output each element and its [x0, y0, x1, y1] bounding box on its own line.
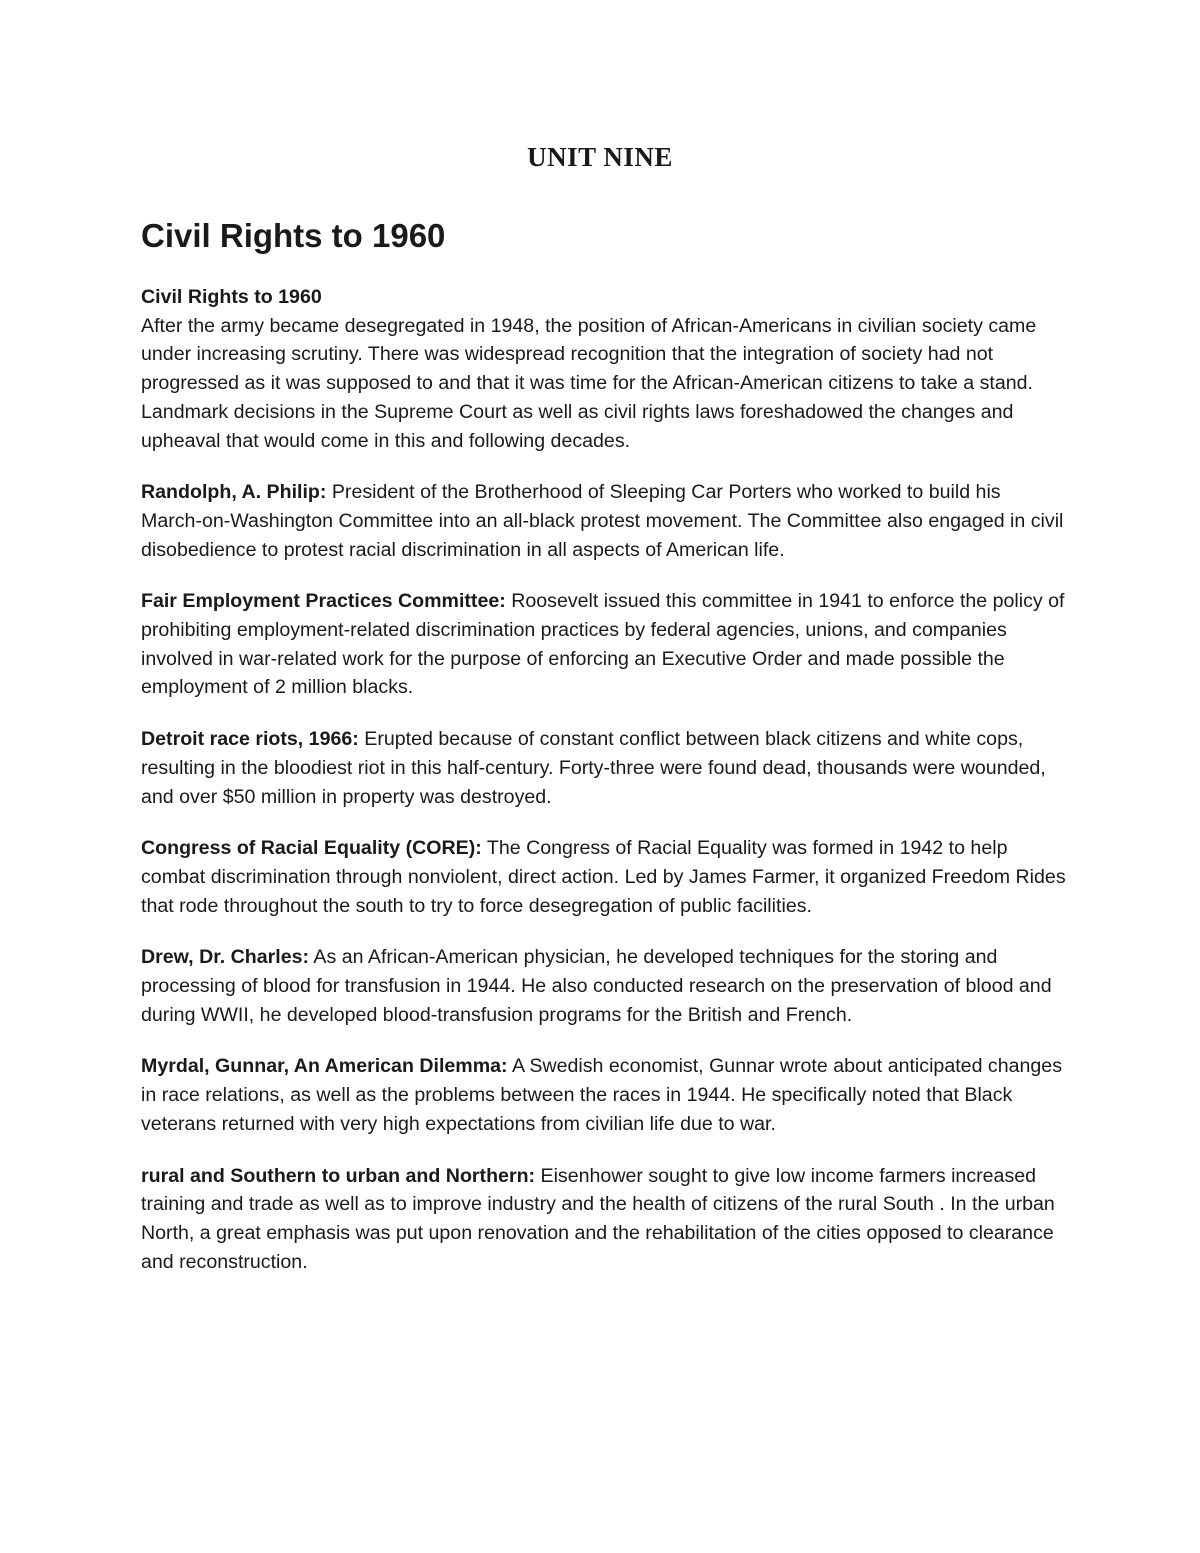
glossary-term: rural and Southern to urban and Northern: [141, 1164, 536, 1187]
glossary-term: Detroit race riots, 1966: [141, 728, 359, 751]
unit-title: UNIT NINE [527, 142, 673, 172]
glossary-term: Congress of Racial Equality (CORE): [141, 837, 482, 860]
glossary-definition: As an African-American physician, he developed techniques for the storing and processing of blood for transfusion in 1944. He also conducted research on the preservation of blood and during WWII, he developed blood-transfusion programs for the British and French. [141, 946, 1052, 1026]
glossary-definition: The Congress of Racial Equality was formed in 1942 to help combat discrimination through nonviolent, direct action. Led by James Farmer, it organized Freedom Rides that rode throughout the south to try to force desegregation of public facilities. [141, 837, 1066, 917]
glossary-entry [141, 943, 1066, 1029]
glossary-definition: A Swedish economist, Gunnar wrote about anticipated changes in race relations, as well as the problems between the races in 1944. He specifically noted that Black veterans returned with very high expectations from civilian life due to war. [141, 1055, 1062, 1135]
glossary-entry [141, 725, 1066, 811]
glossary-term: Myrdal, Gunnar, An American Dilemma: [141, 1055, 508, 1078]
glossary-definition: President of the Brotherhood of Sleeping Car Porters who worked to build his March-on-Washington Committee into an all-black protest movement. The Committee also engaged in civil disobedience to protest racial discrimination in all aspects of American life. [141, 481, 1064, 561]
glossary-definition: Roosevelt issued this committee in 1941 to enforce the policy of prohibiting employment-related discrimination practices by federal agencies, unions, and companies involved in war-related work for the purpose of enforcing an Executive Order and made possible the employment of 2 million blacks. [141, 590, 1065, 699]
glossary-entry [141, 1162, 1066, 1277]
intro-text: After the army became desegregated in 1948, the position of African-Americans in civilian society came under increasing scrutiny. There was widespread recognition that the integration of society had not progressed as it was supposed to and that it was time for the African-American citizens to take a stand. Landmark decisions in the Supreme Court as well as civil rights laws foreshadowed the changes and upheaval that would come in this and following decades. [141, 314, 1037, 452]
main-heading: Civil Rights to 1960 [141, 217, 446, 254]
glossary-definition: Eisenhower sought to give low income farmers increased training and trade as well as to improve industry and the health of citizens of the rural South . In the urban North, a great emphasis was put upon renovation and the rehabilitation of the cities opposed to clearance and reconstruction. [141, 1164, 1055, 1273]
glossary-definition: Erupted because of constant conflict between black citizens and white cops, resulting in the bloodiest riot in this half-century. Forty-three were found dead, thousands were wounded, and over $50 million in property was destroyed. [141, 728, 1046, 808]
glossary-term: Drew, Dr. Charles: [141, 946, 310, 969]
glossary-term: Randolph, A. Philip: [141, 481, 327, 504]
glossary-term: Fair Employment Practices Committee: [141, 590, 506, 613]
glossary-entry [141, 587, 1066, 702]
glossary-entry [141, 1052, 1066, 1138]
intro-heading: Civil Rights to 1960 [141, 286, 322, 308]
document-body [141, 214, 1066, 1299]
glossary-entry [141, 834, 1066, 920]
intro-section [141, 283, 1066, 455]
glossary-entry [141, 478, 1066, 564]
